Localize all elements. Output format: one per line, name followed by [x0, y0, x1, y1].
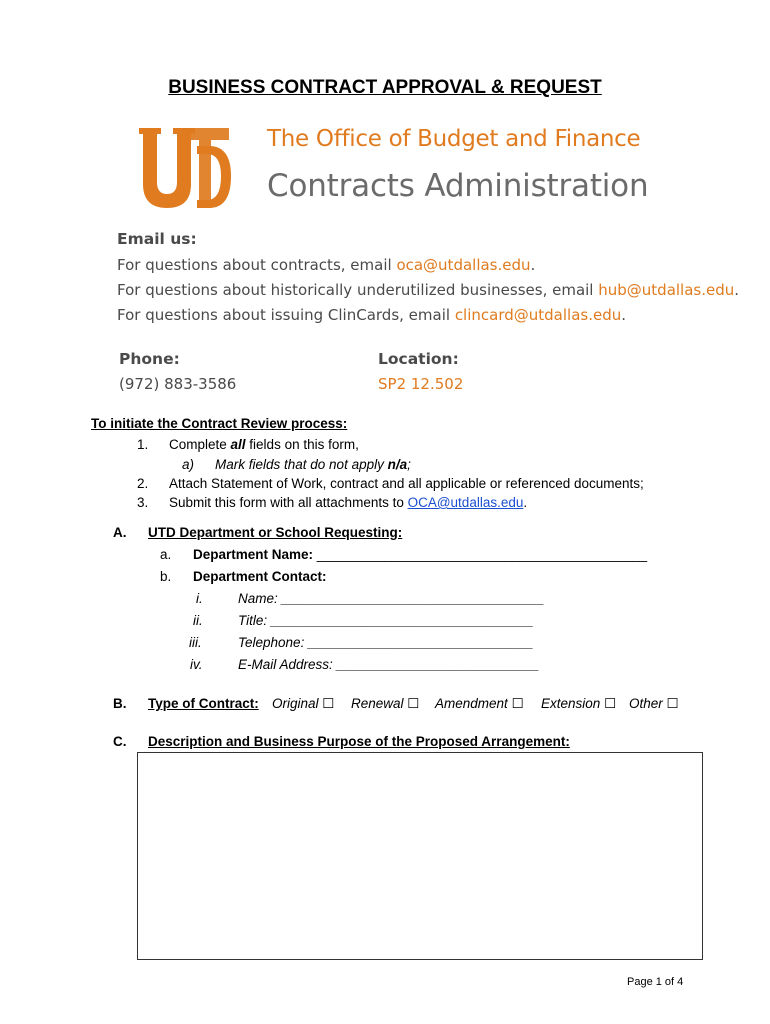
contracts-admin-heading: Contracts Administration [267, 168, 649, 204]
contact-num: iii. [189, 635, 202, 650]
step-text: fields on this form, [245, 437, 359, 452]
option-label: Amendment [435, 696, 508, 711]
page-title: BUSINESS CONTRACT APPROVAL & REQUEST [168, 77, 602, 98]
field-label: Department Name: [193, 547, 314, 562]
option-label: Renewal [351, 696, 404, 711]
department-contact-label: Department Contact: [193, 569, 327, 584]
section-a-heading: UTD Department or School Requesting: [148, 525, 403, 540]
field-blank[interactable]: ___________________________________ [270, 613, 534, 628]
contact-email-field[interactable] [238, 657, 539, 672]
emphasis: n/a [387, 457, 408, 472]
field-label: Title: [238, 613, 268, 628]
step-number: 3. [137, 495, 149, 510]
location-label: Location: [378, 350, 459, 368]
option-original[interactable] [272, 696, 334, 712]
hub-email-link[interactable]: hub@utdallas.edu [598, 281, 735, 299]
checkbox-icon[interactable]: ☐ [322, 696, 335, 711]
email-line-text: For questions about contracts, email [117, 256, 397, 274]
phone-value: (972) 883-3586 [119, 375, 237, 393]
field-label: E-Mail Address: [238, 657, 333, 672]
contact-num: iv. [190, 657, 203, 672]
period: . [621, 306, 627, 324]
emphasis: all [230, 437, 246, 452]
page-number: Page 1 of 4 [627, 976, 684, 988]
section-letter: B. [113, 696, 127, 711]
oca-email-link[interactable]: oca@utdallas.edu [396, 256, 531, 274]
department-name-field[interactable] [193, 547, 647, 562]
option-amendment[interactable] [435, 696, 524, 712]
field-blank[interactable]: ___________________________________ [281, 591, 545, 606]
email-line-text: For questions about historically underutilized businesses, email [117, 281, 599, 299]
email-line-clincard [117, 306, 626, 324]
step-text: ; [407, 457, 411, 472]
clincard-email-link[interactable]: clincard@utdallas.edu [454, 306, 622, 324]
contact-title-field[interactable] [238, 613, 534, 628]
contact-name-field[interactable] [238, 591, 544, 606]
checkbox-icon[interactable]: ☐ [666, 696, 679, 711]
field-label: Telephone: [238, 635, 305, 650]
period: . [734, 281, 740, 299]
field-blank[interactable]: ___________________________ [336, 657, 540, 672]
option-label: Extension [541, 696, 601, 711]
field-blank[interactable]: ____________________________________________ [316, 547, 648, 562]
email-line-text: For questions about issuing ClinCards, email [117, 306, 455, 324]
option-extension[interactable] [541, 696, 616, 712]
step-number: 2. [137, 476, 149, 491]
step-text: Submit this form with all attachments to [169, 495, 408, 510]
email-label: Email us: [117, 230, 197, 248]
step-number: 1. [137, 437, 149, 452]
email-line-hub [117, 281, 739, 299]
phone-label: Phone: [119, 350, 180, 368]
step-text: . [523, 495, 528, 510]
oca-submit-link[interactable]: OCA@utdallas.edu [407, 495, 524, 510]
field-label: Name: [238, 591, 278, 606]
utd-logo [137, 124, 233, 212]
option-other[interactable] [629, 696, 679, 712]
section-letter: A. [113, 525, 127, 540]
option-label: Original [272, 696, 319, 711]
substep-a [215, 457, 411, 472]
section-c-heading: Description and Business Purpose of the Proposed Arrangement: [148, 734, 570, 749]
checkbox-icon[interactable]: ☐ [604, 696, 617, 711]
item-number: b. [160, 569, 172, 584]
step-1 [169, 437, 359, 452]
option-label: Other [629, 696, 663, 711]
checkbox-icon[interactable]: ☐ [407, 696, 420, 711]
substep-number: a) [182, 457, 195, 472]
option-renewal[interactable] [351, 696, 419, 712]
step-2: Attach Statement of Work, contract and all applicable or referenced documents; [169, 476, 644, 491]
section-b-heading: Type of Contract: [148, 696, 259, 711]
item-number: a. [160, 547, 172, 562]
step-text: Complete [169, 437, 231, 452]
contact-telephone-field[interactable] [238, 635, 533, 650]
field-blank[interactable]: ______________________________ [308, 635, 534, 650]
step-text: Mark fields that do not apply [215, 457, 388, 472]
office-heading: The Office of Budget and Finance [267, 126, 641, 152]
contact-num: ii. [193, 613, 203, 628]
description-textbox[interactable] [137, 752, 703, 960]
email-line-contracts [117, 256, 535, 274]
section-letter: C. [113, 734, 127, 749]
step-3 [169, 495, 527, 510]
location-value: SP2 12.502 [378, 375, 464, 393]
checkbox-icon[interactable]: ☐ [511, 696, 524, 711]
period: . [530, 256, 536, 274]
contact-num: i. [196, 591, 203, 606]
process-heading: To initiate the Contract Review process: [91, 416, 348, 431]
